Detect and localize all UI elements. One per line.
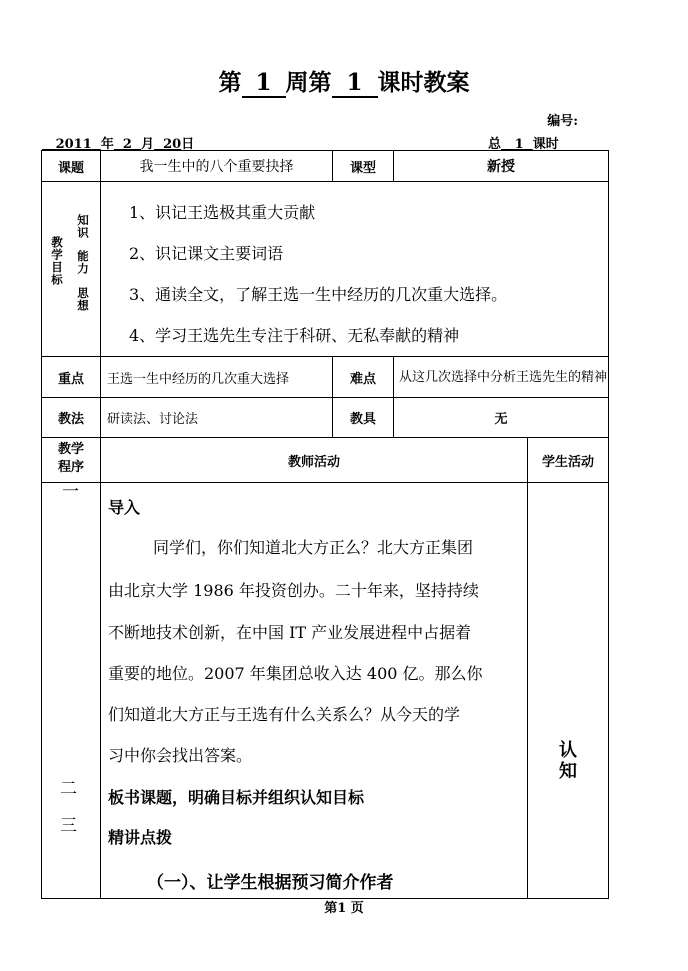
- tools-value: 无: [394, 398, 609, 438]
- intro-line: 们知道北大方正与王选有什么关系么？从今天的学: [108, 705, 461, 724]
- step-three: 三: [60, 816, 77, 836]
- goals-ability: [75, 250, 91, 275]
- step-two: 二: [60, 779, 77, 799]
- key-value: 王选一生中经历的几次重大选择: [101, 357, 333, 398]
- goals-char-2: 学: [50, 248, 64, 261]
- topic-row: [42, 151, 609, 182]
- process-steps-cell: [42, 483, 101, 899]
- process-label-cell: [42, 438, 101, 483]
- topic-label: 课题: [42, 151, 101, 182]
- tools-label: 教具: [333, 398, 394, 438]
- ability-char-2: 力: [76, 262, 90, 275]
- key-row: [42, 357, 609, 398]
- explain-title: 精讲点拨: [108, 828, 173, 847]
- goals-content: [101, 182, 609, 357]
- week-number: 1: [242, 69, 286, 98]
- lesson-plan-table: [41, 150, 609, 899]
- total-number: 1: [514, 137, 524, 152]
- type-label: 课型: [333, 151, 394, 182]
- teacher-activity-header: 教师活动: [101, 438, 528, 483]
- goals-char-4: 标: [50, 273, 64, 286]
- ability-char-1: 能: [76, 250, 90, 263]
- intro-line: 习中你会找出答案。: [108, 746, 253, 765]
- thought-char-1: 思: [76, 287, 90, 300]
- year-label: 年: [100, 137, 114, 152]
- goals-knowledge: [75, 214, 91, 239]
- knowledge-char-2: 识: [76, 226, 90, 239]
- lesson-number: 1: [332, 69, 378, 98]
- difficulty-label: 难点: [333, 357, 394, 398]
- total-suffix: 课时: [532, 137, 559, 152]
- goals-thought: [75, 287, 91, 312]
- month: 2: [122, 137, 132, 152]
- key-label: 重点: [42, 357, 101, 398]
- intro-title: 导入: [108, 498, 141, 517]
- page-number: 第1 页: [324, 901, 364, 916]
- serial-label: 编号:: [547, 114, 578, 129]
- goals-label-cell: [42, 182, 101, 357]
- process-label: 教学程序: [58, 442, 84, 475]
- teacher-activity-cell: [101, 483, 528, 899]
- process-header-row: [42, 438, 609, 483]
- thought-char-2: 想: [76, 299, 90, 312]
- goal-item: 4、学习王选先生专注于科研、无私奉献的精神: [129, 326, 460, 345]
- goals-char-3: 目: [50, 261, 64, 274]
- method-label: 教法: [42, 398, 101, 438]
- page-title: [0, 64, 688, 98]
- student-activity-text: [559, 740, 577, 782]
- day: 20: [163, 137, 182, 152]
- intro-line: 不断地技术创新，在中国 IT 产业发展进程中占据着: [108, 623, 472, 642]
- step-one: 一: [62, 483, 79, 502]
- student-activity-header: 学生活动: [528, 438, 609, 483]
- goal-item: 3、通读全文，了解王选一生中经历的几次重大选择。: [129, 285, 508, 304]
- method-value: 研读法、讨论法: [101, 398, 333, 438]
- title-prefix: 第: [218, 69, 242, 96]
- difficulty-value: 从这几次选择中分析王选先生的精神: [394, 357, 609, 398]
- goals-char-1: 教: [50, 236, 64, 249]
- intro-line: 由北京大学 1986 年投资创办。二十年来，坚持持续: [108, 581, 479, 600]
- day-label: 日: [181, 137, 195, 152]
- knowledge-char-1: 知: [76, 214, 90, 227]
- sub-title: （一）、让学生根据预习简介作者: [147, 873, 394, 893]
- intro-line: 同学们，你们知道北大方正么？北大方正集团: [153, 538, 474, 557]
- goals-label: [49, 236, 65, 286]
- process-row: [42, 483, 609, 899]
- title-suffix: 课时教案: [377, 69, 470, 96]
- board-title: 板书课题，明确目标并组织认知目标: [108, 788, 365, 807]
- student-char-1: 认: [559, 740, 577, 761]
- goals-row: [42, 182, 609, 357]
- month-label: 月: [141, 137, 155, 152]
- total-label: 总: [488, 137, 502, 152]
- type-value: 新授: [394, 151, 609, 182]
- method-row: [42, 398, 609, 438]
- intro-line: 重要的地位。2007 年集团总收入达 400 亿。那么你: [108, 664, 483, 683]
- goal-item: 1、识记王选极其重大贡献: [129, 203, 316, 222]
- topic-value: 我一生中的八个重要抉择: [101, 151, 333, 182]
- student-activity-cell: [528, 483, 609, 899]
- goal-item: 2、识记课文主要词语: [129, 244, 284, 263]
- title-mid: 周第: [285, 69, 332, 96]
- year: 2011: [55, 137, 92, 152]
- student-char-2: 知: [559, 761, 577, 782]
